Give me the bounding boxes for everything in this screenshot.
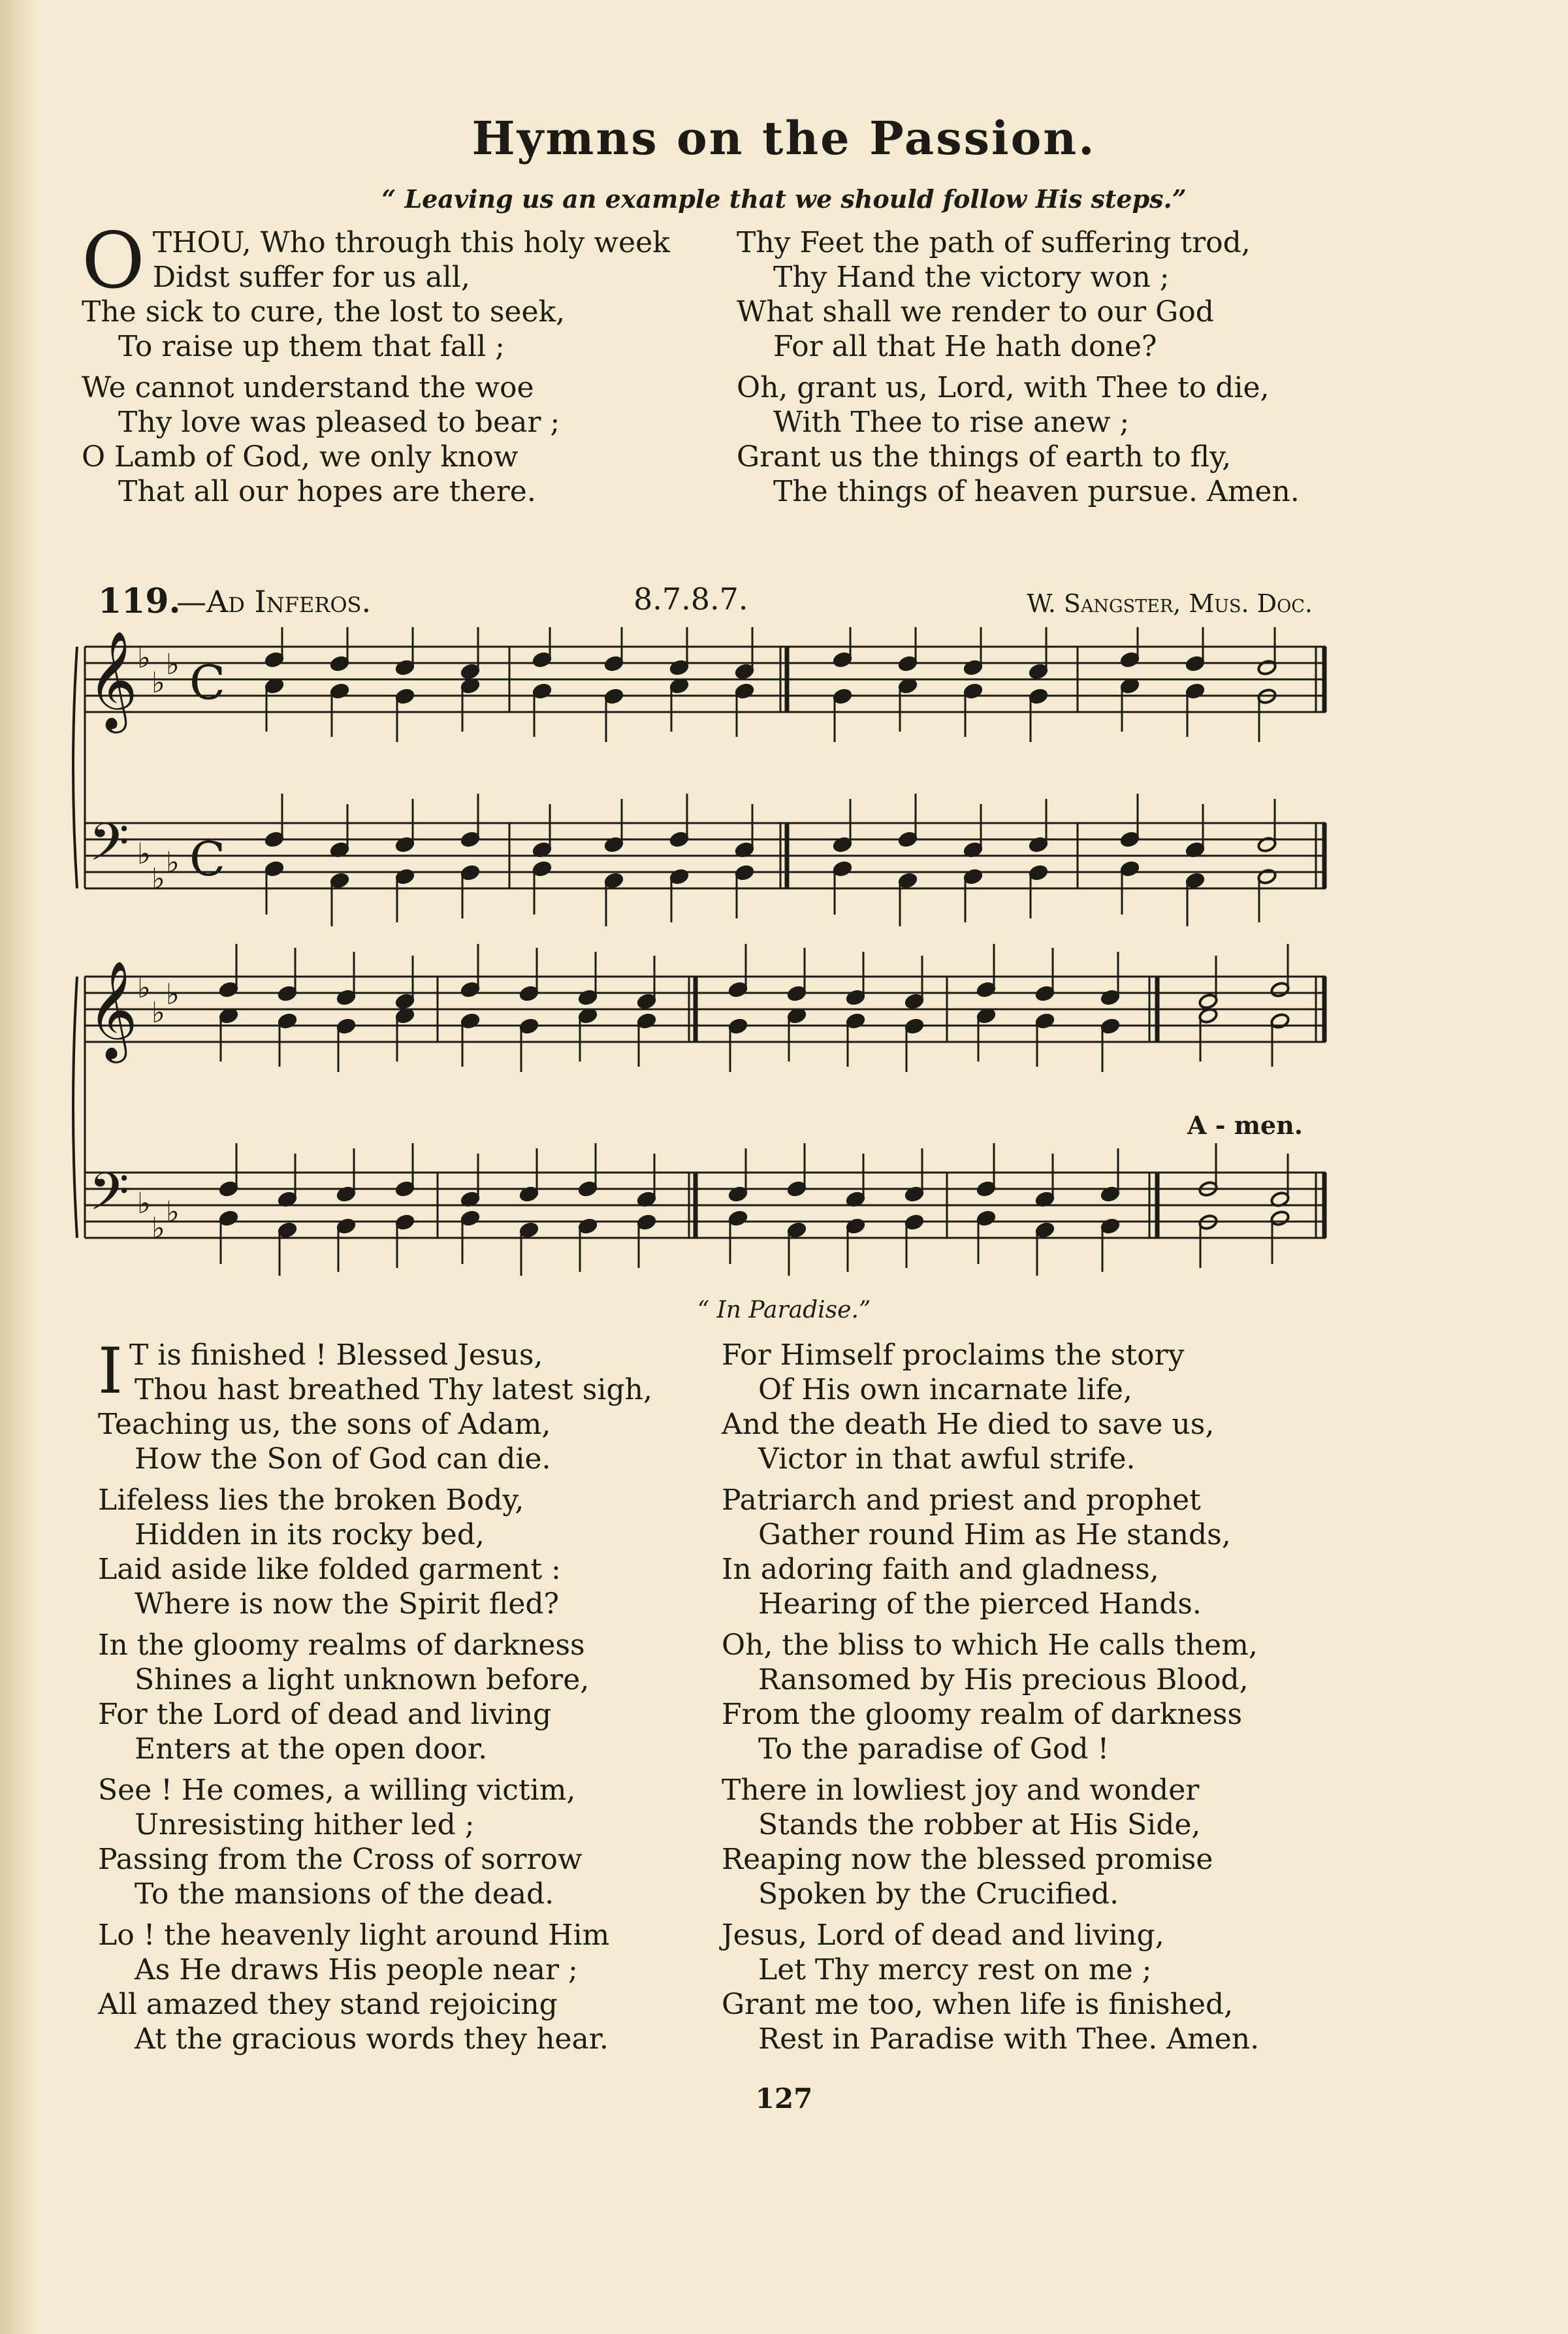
- svg-text:♭: ♭: [137, 837, 151, 871]
- verse-line: To the paradise of God !: [758, 1732, 1110, 1766]
- verse-line: Passing from the Cross of sorrow: [98, 1843, 583, 1876]
- music-system-1: [72, 627, 1332, 934]
- svg-text:♭: ♭: [137, 971, 151, 1005]
- verse-line: See ! He comes, a willing victim,: [98, 1774, 576, 1807]
- verse-line: Shines a light unknown before,: [135, 1663, 590, 1696]
- key-signature-bass: [137, 1187, 180, 1245]
- verse-line: And the death He died to save us,: [722, 1408, 1215, 1441]
- verse-line: From the gloomy realm of darkness: [722, 1698, 1243, 1731]
- verse-line: We cannot understand the woe: [82, 371, 534, 404]
- verse-line: That all our hopes are there.: [118, 475, 536, 508]
- drop-cap: I: [98, 1335, 123, 1408]
- verse-line: Didst suffer for us all,: [152, 261, 470, 294]
- verse-line: The sick to cure, the lost to seek,: [82, 295, 566, 329]
- verse-line: Grant me too, when life is finished,: [722, 1988, 1234, 2021]
- stanza: [722, 1773, 1401, 1911]
- verse-line: Reaping now the blessed promise: [722, 1843, 1213, 1876]
- tune-meter: 8.7.8.7.: [633, 581, 748, 617]
- verse-line: Thy love was pleased to bear ;: [118, 406, 560, 439]
- verse-line: Grant us the things of earth to fly,: [737, 440, 1232, 474]
- tune-heading: [98, 581, 1313, 627]
- verse-line: For all that He hath done?: [773, 330, 1157, 363]
- stanza: [98, 1483, 725, 1621]
- treble-clef: 𝄞: [88, 630, 138, 729]
- stanza: [82, 216, 709, 364]
- hymn-118-column-1: [82, 216, 709, 515]
- notes-system-1: [264, 627, 1277, 926]
- verse-line: In adoring faith and gladness,: [722, 1553, 1159, 1586]
- svg-text:♭: ♭: [152, 666, 165, 700]
- music-system-2: [72, 924, 1332, 1290]
- verse-line: Thou hast breathed Thy latest sigh,: [135, 1373, 652, 1406]
- verse-line: There in lowliest joy and wonder: [722, 1774, 1200, 1807]
- time-signature-treble: C: [189, 655, 226, 710]
- verse-line: Where is now the Spirit fled?: [135, 1587, 560, 1621]
- stanza: [98, 1335, 725, 1476]
- bass-clef: 𝄢: [89, 812, 129, 885]
- bass-clef: 𝄢: [89, 1161, 129, 1235]
- verse-line: Thy Hand the victory won ;: [773, 261, 1170, 294]
- hymn-subtitle: “ In Paradise.”: [697, 1297, 871, 1323]
- verse-line: Lifeless lies the broken Body,: [98, 1483, 524, 1517]
- verse-line: As He draws His people near ;: [135, 1953, 578, 1986]
- hymn-119-column-1: [98, 1335, 725, 2063]
- verse-line: For the Lord of dead and living: [98, 1698, 552, 1731]
- amen-label: A - men.: [1187, 1110, 1303, 1140]
- verse-line: T is finished ! Blessed Jesus,: [129, 1338, 543, 1372]
- verse-line: Teaching us, the sons of Adam,: [98, 1408, 551, 1441]
- stanza: [722, 1918, 1401, 2056]
- stanza: [737, 370, 1390, 509]
- verse-line: O Lamb of God, we only know: [82, 440, 519, 474]
- tune-composer: W. Sangster, Mus. Doc.: [1027, 589, 1313, 618]
- verse-line: Oh, the bliss to which He calls them,: [722, 1629, 1258, 1662]
- time-signature-bass: C: [189, 832, 226, 886]
- svg-text:♭: ♭: [152, 862, 165, 896]
- verse-line: To the mansions of the dead.: [135, 1877, 554, 1911]
- hymn-118-column-2: [737, 225, 1390, 515]
- verse-line: Gather round Him as He stands,: [758, 1518, 1231, 1551]
- verse-line: To raise up them that fall ;: [118, 330, 505, 363]
- barlines: [85, 977, 1324, 1238]
- verse-line: THOU, Who through this holy week: [152, 226, 670, 259]
- stanza: [737, 225, 1390, 364]
- verse-line: Stands the robber at His Side,: [758, 1808, 1201, 1841]
- page-title: Hymns on the Passion.: [472, 111, 1096, 165]
- hymn-119-column-2: [722, 1338, 1401, 2063]
- verse-line: Hearing of the pierced Hands.: [758, 1587, 1202, 1621]
- verse-line: At the gracious words they hear.: [135, 2022, 609, 2056]
- verse-line: Jesus, Lord of dead and living,: [722, 1919, 1164, 1952]
- verse-line: Spoken by the Crucified.: [758, 1877, 1119, 1911]
- tune-number: 119.: [98, 581, 181, 621]
- verse-line: In the gloomy realms of darkness: [98, 1629, 585, 1662]
- verse-line: Ransomed by His precious Blood,: [758, 1663, 1249, 1696]
- verse-line: Patriarch and priest and prophet: [722, 1483, 1201, 1517]
- verse-line: With Thee to rise anew ;: [773, 406, 1130, 439]
- verse-line: What shall we render to our God: [737, 295, 1214, 329]
- verse-line: Of His own incarnate life,: [758, 1373, 1132, 1406]
- page-number: 127: [755, 2083, 813, 2115]
- verse-line: Lo ! the heavenly light around Him: [98, 1919, 610, 1952]
- svg-text:♭: ♭: [137, 1187, 151, 1220]
- key-signature-bass: [137, 837, 180, 896]
- tune-name: —Ad Inferos.: [176, 584, 372, 619]
- verse-line: Laid aside like folded garment :: [98, 1553, 561, 1586]
- verse-line: All amazed they stand rejoicing: [98, 1988, 558, 2021]
- svg-text:♭: ♭: [166, 978, 180, 1011]
- page-edge: [0, 0, 39, 2334]
- svg-text:♭: ♭: [166, 648, 180, 681]
- key-signature-treble: [137, 971, 180, 1029]
- stanza: [82, 370, 709, 509]
- system-brace: [73, 647, 77, 888]
- svg-text:♭: ♭: [152, 1212, 165, 1245]
- svg-text:♭: ♭: [137, 641, 151, 675]
- stanza: [722, 1338, 1401, 1476]
- verse-line: Rest in Paradise with Thee. Amen.: [758, 2022, 1260, 2056]
- verse-line: Hidden in its rocky bed,: [135, 1518, 485, 1551]
- bass-staff: [85, 1173, 1326, 1238]
- treble-clef: 𝄞: [88, 960, 138, 1059]
- epigraph: “ Leaving us an example that we should follow His steps.”: [381, 184, 1187, 214]
- stanza: [722, 1483, 1401, 1621]
- system-brace: [73, 977, 77, 1238]
- key-signature-treble: [137, 641, 180, 700]
- svg-text:♭: ♭: [152, 996, 165, 1029]
- drop-cap: O: [82, 216, 145, 306]
- stanza: [98, 1773, 725, 1911]
- verse-line: How the Son of God can die.: [135, 1442, 551, 1476]
- stanza: [98, 1918, 725, 2056]
- treble-staff: [85, 977, 1326, 1042]
- verse-line: Thy Feet the path of suffering trod,: [737, 226, 1251, 259]
- svg-text:♭: ♭: [166, 846, 180, 879]
- verse-line: Enters at the open door.: [135, 1732, 488, 1766]
- verse-line: Victor in that awful strife.: [758, 1442, 1136, 1476]
- verse-line: The things of heaven pursue. Amen.: [773, 475, 1300, 508]
- verse-line: Let Thy mercy rest on me ;: [758, 1953, 1152, 1986]
- verse-line: For Himself proclaims the story: [722, 1338, 1185, 1372]
- svg-text:♭: ♭: [166, 1195, 180, 1229]
- stanza: [722, 1628, 1401, 1766]
- verse-line: Unresisting hither led ;: [135, 1808, 475, 1841]
- verse-line: Oh, grant us, Lord, with Thee to die,: [737, 371, 1270, 404]
- bass-staff: [85, 823, 1326, 888]
- stanza: [98, 1628, 725, 1766]
